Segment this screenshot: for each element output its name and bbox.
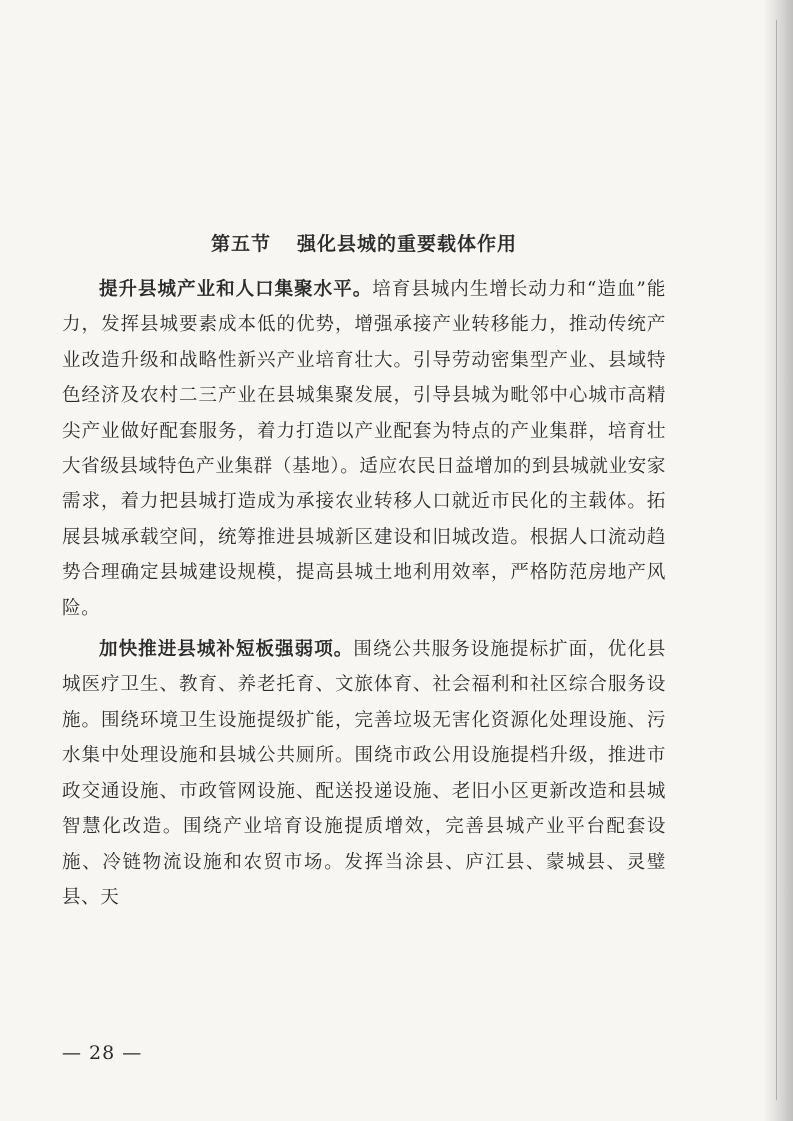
paragraph-2-lead: 加快推进县城补短板强弱项。 [99,639,354,661]
paragraph-1-text: 培育县城内生增长动力和“造血”能力，发挥县城要素成本低的优势，增强承接产业转移能力，推动传统产业改造升级和战略性新兴产业培育壮大。引导劳动密集型产业、县域特色经济及农村二三产业在县城集聚发展，引导县城为毗邻中心城市高精尖产业做好配套服务，着力打造以产业配套为特点的产业集群，培育壮大省级县域特色产业集群（基地）。适应农民日益增加的到县城就业安家需求，着力把县城打造成为承接农业转移人口就近市民化的主载体。拓展县城承载空间，统筹推进县城新区建设和旧城改造。根据人口流动趋势合理确定县城建设规模，提高县城土地利用效率，严格防范房地产风险。 [62,279,666,619]
paragraph-1-lead: 提升县城产业和人口集聚水平。 [99,279,373,300]
paragraph-1 [62,272,666,626]
scan-edge-shadow [763,0,793,1121]
section-title: 强化县城的重要载体作用 [297,233,518,255]
section-heading [62,228,666,260]
paragraph-2 [62,632,666,915]
scan-edge-line [776,20,777,1100]
section-number: 第五节 [210,233,271,255]
paragraph-2-text: 围绕公共服务设施提标扩面，优化县城医疗卫生、教育、养老托育、文旅体育、社会福利和社区综合服务设施。围绕环境卫生设施提级扩能，完善垃圾无害化资源化处理设施、污水集中处理设施和县城公共厕所。围绕市政公用设施提档升级，推进市政交通设施、市政管网设施、配送投递设施、老旧小区更新改造和县城智慧化改造。围绕产业培育设施提质增效，完善县城产业平台配套设施、冷链物流设施和农贸市场。发挥当涂县、庐江县、蒙城县、灵璧县、天 [62,639,666,908]
page-number: — 28 — [62,1042,143,1064]
page-content [62,228,666,921]
